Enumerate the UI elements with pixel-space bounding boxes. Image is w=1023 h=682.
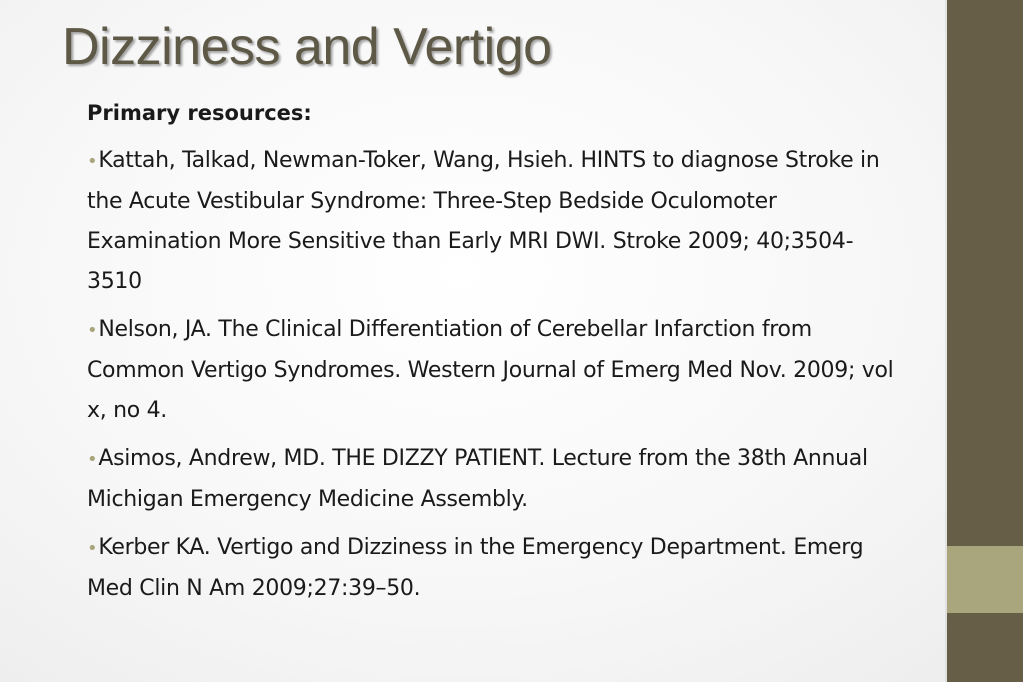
reference-text: Asimos, Andrew, MD. THE DIZZY PATIENT. Lecture from the 38th Annual Michigan Emergency Medicine Assembly. xyxy=(87,446,868,513)
bullet-icon: • xyxy=(87,320,98,342)
reference-item xyxy=(87,528,897,609)
reference-text: Nelson, JA. The Clinical Differentiation of Cerebellar Infarction from Common Vertigo Syndromes. Western Journal of Emerg Med Nov. 2009; vol x, no 4. xyxy=(87,317,894,424)
reference-list xyxy=(87,141,897,609)
reference-text: Kerber KA. Vertigo and Dizziness in the Emergency Department. Emerg Med Clin N Am 2009;27:39–50. xyxy=(87,535,864,602)
primary-resources-heading: Primary resources: xyxy=(87,101,312,125)
bullet-icon: • xyxy=(87,538,98,560)
decorative-side-bar-accent xyxy=(947,546,1023,613)
slide-title: Dizziness and Vertigo xyxy=(62,18,552,76)
reference-item xyxy=(87,439,897,520)
bullet-icon: • xyxy=(87,151,98,173)
reference-item xyxy=(87,141,897,302)
reference-text: Kattah, Talkad, Newman-Toker, Wang, Hsieh. HINTS to diagnose Stroke in the Acute Vestibular Syndrome: Three-Step Bedside Oculomoter Examination More Sensitive than Early MRI DWI. Stroke 2009; 40;3504-3510 xyxy=(87,148,880,295)
reference-item xyxy=(87,310,897,431)
slide-content xyxy=(87,100,897,617)
bullet-icon: • xyxy=(87,449,98,471)
